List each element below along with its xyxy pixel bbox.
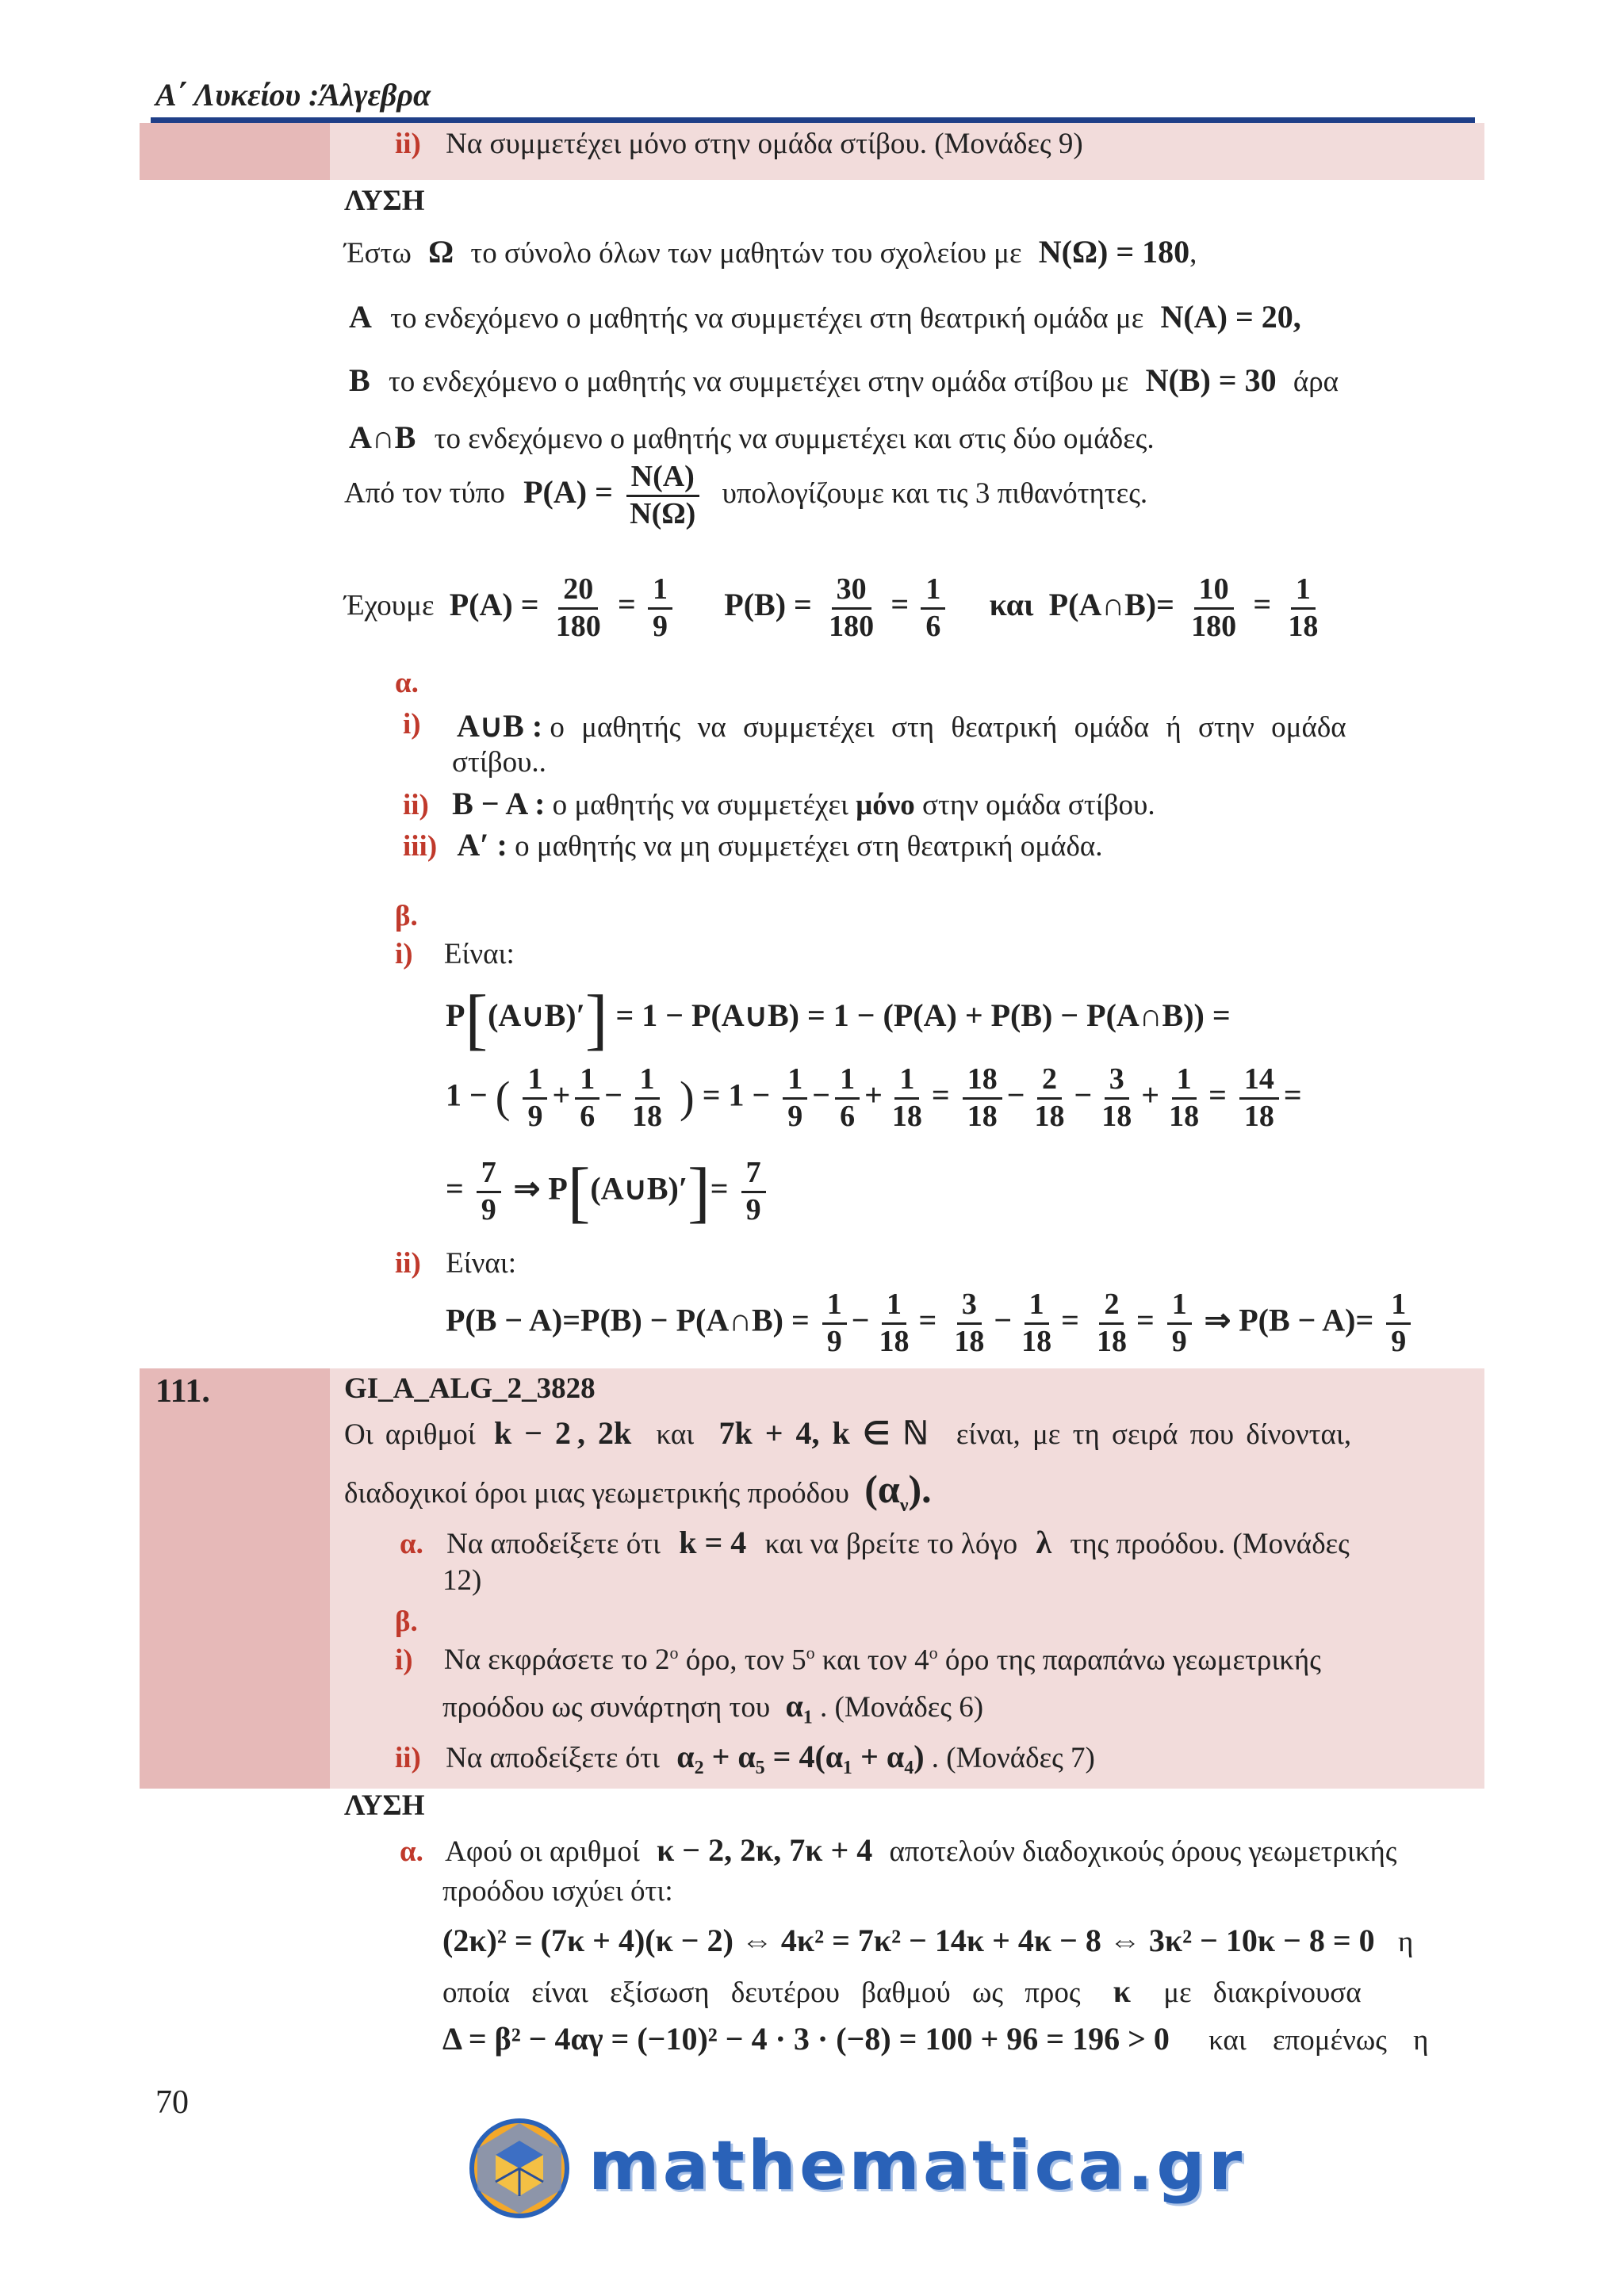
top-item: ii) Να συμμετέχει μόνο στην ομάδα στίβου. (Μονάδες 9) [395,128,1083,160]
logo-icon [468,2117,571,2220]
part-alpha-ii: ii) B − A : ο μαθητής να συμμετέχει μόνο στην ομάδα στίβου. [403,786,1155,821]
problem-part-b-label: β. [395,1605,418,1638]
solution-line-1: Έστω Ω το σύνολο όλων των μαθητών του σχολείου με N(Ω) = 180, [344,234,1197,270]
site-logo-text: mathematica.gr [588,2126,1246,2206]
problem-part-b-ii: ii) Να αποδείξετε ότι α₂ + α₅ = 4(α₁ + α₄) . (Μονάδες 7) [395,1739,1095,1774]
part-beta-label: β. [395,900,418,932]
part-alpha-i: A∪B : ο μαθητής να συμμετέχει στη θεατρική ομάδα ή στην ομάδα [457,708,1346,744]
problem-intro: Οι αριθμοί k − 2 , 2k και 7k + 4, k ∈ ℕ είναι, με τη σειρά που δίνονται, [344,1415,1352,1451]
header-rule [151,117,1475,123]
solution-heading: ΛΥΣΗ [344,185,425,217]
problem-part-a-cont: 12) [442,1564,482,1597]
page-number: 70 [155,2084,189,2121]
part-beta-i: i) Είναι: [395,938,515,970]
problem-code: GI_A_ALG_2_3828 [344,1372,596,1405]
solution2-line-3: οποία είναι εξίσωση δευτέρου βαθμού ως προς κ με διακρίνουσα [442,1973,1362,2009]
problem-number: 111. [155,1373,210,1410]
part-alpha-i-cont: στίβου.. [452,746,546,779]
solution2-heading: ΛΥΣΗ [344,1789,425,1822]
part-alpha-iii: iii) A′ : ο μαθητής να μη συμμετέχει στη θεατρική ομάδα. [403,827,1103,863]
solution2-equation-1: (2κ)² = (7κ + 4)(κ − 2) ⇔ 4κ² = 7κ² − 14κ + 4κ − 8 ⇔ 3κ² − 10κ − 8 = 0 η [442,1923,1414,1958]
equation-complement-2: 1 − ( $\frac{1}{9}$ + $\frac{1}{6}$ − $\frac{1}{18}$ ) = 1 − $\frac{1}{9}$ − $\frac{1}{6}$ + $\frac{1}{18}$ = $\frac{18}{18}$ − $\frac{2}{18}$ − $\frac{3}{18}$ + $\frac{1}{18}$ = $\frac{14}{18}$ = [446,1062,1302,1133]
probabilities-line: Έχουμε P(A) = $\frac{20}{180}$ = $\frac{1}{9}$ P(B) = $\frac{30}{180}$ = $\frac{1}{6}$ και P(A∩B)= $\frac{10}{180}$ = $\frac{1}{18}$ [344,572,1319,643]
problem-part-b-i-cont: προόδου ως συνάρτηση του $\alpha_1$ . (Μονάδες 6) [442,1688,984,1728]
equation-b-minus-a: P(B − A)=P(B) − P(A∩B) = $\frac{1}{9}$ − $\frac{1}{18}$ = $\frac{3}{18}$ − $\frac{1}{18}$ = $\frac{2}{18}$ = $\frac{1}{9}$ ⇒ P(B − A)= $\frac{1}{9}$ [446,1288,1415,1359]
part-alpha-i-label: i) [403,708,421,740]
part-beta-ii: ii) Είναι: [395,1247,517,1280]
problem-part-a: α. Να αποδείξετε ότι k = 4 και να βρείτε το λόγο λ της προόδου. (Μονάδες [400,1525,1350,1560]
problem-number-cell-top [140,123,330,180]
problem-intro-line-2: διαδοχικοί όροι μιας γεωμετρικής προόδου $(\alpha_\nu)$. [344,1467,932,1516]
equation-complement-3: = $\frac{7}{9}$ ⇒ P[(A∪B)′]= $\frac{7}{9}$ [446,1156,771,1227]
solution2-equation-2: Δ = β² − 4αγ = (−10)² − 4 · 3 · (−8) = 100 + 96 = 196 > 0 και επομένως η [442,2021,1429,2057]
solution-line-3: B το ενδεχόμενο ο μαθητής να συμμετέχει στην ομάδα στίβου με N(B) = 30 άρα [349,362,1339,398]
equation-complement-1: P[(A∪B)′] = 1 − P(A∪B) = 1 − (P(A) + P(B) − P(A∩B)) = [446,981,1231,1057]
solution-line-2: A το ενδεχόμενο ο μαθητής να συμμετέχει στη θεατρική ομάδα με N(A) = 20, [349,299,1301,335]
solution-line-4: A∩B το ενδεχόμενο ο μαθητής να συμμετέχει και στις δύο ομάδες. [349,419,1155,455]
probability-formula: Από τον τύπο P(A) = $\frac{N(A)}{N(\Omega)}$ υπολογίζουμε και τις 3 πιθανότητες. [344,460,1148,530]
solution2-part-a: α. Αφού οι αριθμοί κ − 2, 2κ, 7κ + 4 αποτελούν διαδοχικούς όρους γεωμετρικής [400,1832,1397,1868]
problem-number-cell [140,1368,330,1789]
part-alpha-label: α. [395,667,419,699]
solution2-part-a-cont: προόδου ισχύει ότι: [442,1875,673,1908]
problem-part-b-i: i) Να εκφράσετε το $2^o$ όρο, τον $5^o$ και τον $4^o$ όρο της παραπάνω γεωμετρικής [395,1643,1321,1677]
page-header-title: Α΄ Λυκείου :Άλγεβρα [155,77,431,113]
